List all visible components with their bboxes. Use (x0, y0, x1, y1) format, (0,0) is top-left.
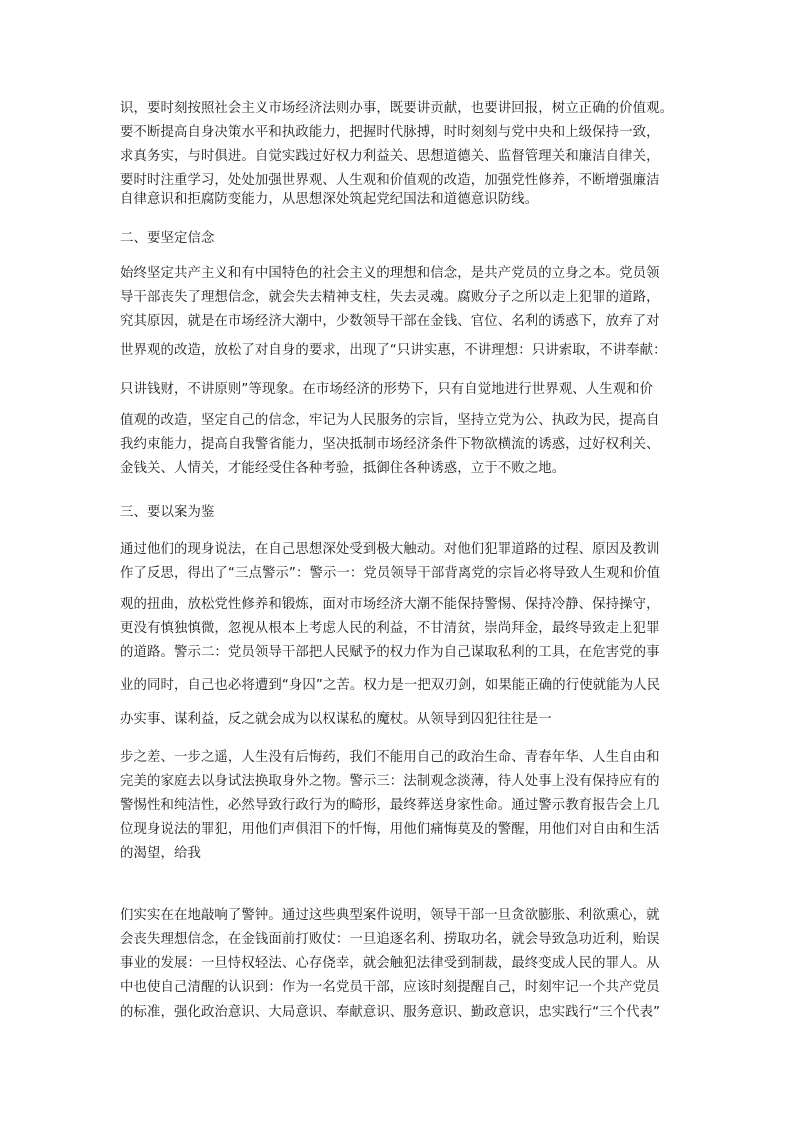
text-line: 完美的家庭去以身试法换取身外之物。警示三：法制观念淡薄，待人处事上没有保持应有的 (120, 774, 660, 789)
text-line: 的道路。警示二：党员领导干部把人民赋予的权力作为自己谋取私利的工具，在危害党的事 (120, 645, 660, 660)
text-line: 值观的改造，坚定自己的信念，牢记为人民服务的宗旨，坚持立党为公、执政为民，提高自 (120, 413, 660, 428)
text-line: 办实事、谋利益，反之就会成为以权谋私的魔杖。从领导到囚犯往往是一 (120, 712, 552, 727)
text-line: 世界观的改造，放松了对自身的要求，出现了“只讲实惠，不讲理想：只讲索取，不讲奉献： (120, 343, 667, 358)
text-line: 要时时注重学习，处处加强世界观、人生观和价值观的改造，加强党性修养，不断增强廉洁 (120, 173, 660, 188)
text-line: 导干部丧失了理想信念，就会失去精神支柱，失去灵魂。腐败分子之所以走上犯罪的道路， (120, 290, 660, 305)
text-line: 只讲钱财，不讲原则”等现象。在市场经济的形势下，只有自觉地进行世界观、人生观和价 (120, 382, 654, 397)
text-line: 中也使自己清醒的认识到：作为一名党员干部，应该时刻提醒自己，时刻牢记一个共产党员 (120, 980, 660, 995)
text-line: 要不断提高自身决策水平和执政能力，把握时代脉搏，时时刻刻与党中央和上级保持一致， (120, 125, 660, 140)
text-line: 会丧失理想信念，在金钱面前打败仗：一旦追逐名利、捞取功名，就会导致急功近利，贻误 (120, 932, 660, 947)
text-line: 识，要时刻按照社会主义市场经济法则办事，既要讲贡献，也要讲回报，树立正确的价值观。 (120, 101, 674, 116)
text-line: 的渴望，给我 (120, 846, 201, 861)
text-line: 业的同时，自己也必将遭到“身囚”之苦。权力是一把双刃剑，如果能正确的行使就能为人民 (120, 678, 661, 693)
text-line: 更没有慎独慎微，忽视从根本上考虑人民的利益，不甘清贫，崇尚拜金，最终导致走上犯罪 (120, 621, 660, 636)
text-line: 作了反思，得出了“三点警示”：警示一：党员领导干部背离党的宗旨必将导致人生观和价值 (120, 566, 661, 581)
text-line: 的标准，强化政治意识、大局意识、奉献意识、服务意识、勤政意识，忠实践行“三个代表” (120, 1005, 661, 1020)
text-line: 求真务实，与时俱进。自觉实践过好权力利益关、思想道德关、监督管理关和廉洁自律关， (120, 149, 660, 164)
text-line: 步之差、一步之遥，人生没有后悔药，我们不能用自己的政治生命、青春年华、人生自由和 (120, 750, 660, 765)
text-line: 我约束能力，提高自我警省能力，坚决抵制市场经济条件下物欲横流的诱惑，过好权利关、 (120, 437, 660, 452)
text-line: 们实实在在地敲响了警钟。通过这些典型案件说明，领导干部一旦贪欲膨胀、利欲熏心，就 (120, 908, 660, 923)
text-line: 始终坚定共产主义和有中国特色的社会主义的理想和信念，是共产党员的立身之本。党员领 (120, 266, 660, 281)
text-line: 自律意识和拒腐防变能力，从思想深处筑起党纪国法和道德意识防线。 (120, 192, 539, 207)
text-line: 通过他们的现身说法，在自己思想深处受到极大触动。对他们犯罪道路的过程、原因及教训 (120, 542, 660, 557)
text-line: 事业的发展：一旦恃权轻法、心存侥幸，就会触犯法律受到制裁，最终变成人民的罪人。从 (120, 956, 660, 971)
section-heading-3: 三、要以案为鉴 (120, 505, 215, 520)
section-heading-2: 二、要坚定信念 (120, 231, 215, 246)
text-line: 金钱关、人情关，才能经受住各种考验，抵御住各种诱惑，立于不败之地。 (120, 461, 566, 476)
text-line: 究其原因，就是在市场经济大潮中，少数领导干部在金钱、官位、名利的诱惑下，放弃了对 (120, 314, 660, 329)
text-line: 位现身说法的罪犯，用他们声俱泪下的忏悔，用他们痛悔莫及的警醒，用他们对自由和生活 (120, 822, 660, 837)
text-line: 警惕性和纯洁性，必然导致行政行为的畸形，最终葬送身家性命。通过警示教育报告会上几 (120, 798, 660, 813)
text-line: 观的扭曲，放松党性修养和锻炼，面对市场经济大潮不能保持警惕、保持冷静、保持操守， (120, 597, 660, 612)
